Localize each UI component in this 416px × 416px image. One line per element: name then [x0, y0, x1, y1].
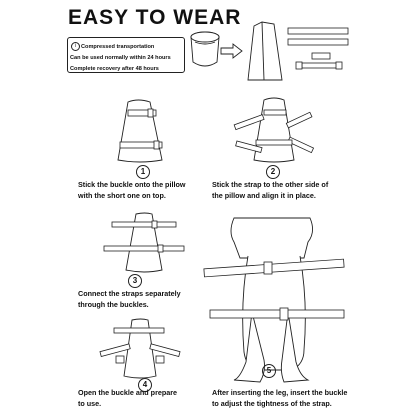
- step1-caption-line1: Stick the buckle onto the pillow: [78, 180, 186, 189]
- step-number-2: 2: [266, 165, 280, 179]
- step3-illustration: [100, 212, 190, 274]
- step3-caption-line2: through the buckles.: [78, 300, 149, 309]
- step4-caption-line1: Open the buckle and prepare: [78, 388, 178, 397]
- info-line-48h: Complete recovery after 48 hours: [70, 66, 159, 72]
- compressed-roll-illustration: [185, 28, 225, 72]
- step5-caption-line2: to adjust the tightness of the strap.: [212, 399, 332, 408]
- step5-caption-line1: After inserting the leg, insert the buckle: [212, 388, 348, 397]
- straps-illustration: [286, 26, 352, 78]
- step-number-3: 3: [128, 274, 142, 288]
- step4-illustration: [96, 318, 186, 382]
- step2-illustration: [228, 96, 318, 168]
- arrow-right-icon: [221, 44, 243, 58]
- step1-caption-line2: with the short one on top.: [78, 191, 166, 200]
- step-number-1: 1: [136, 165, 150, 179]
- step4-caption-line2: to use.: [78, 399, 102, 408]
- step3-caption-line1: Connect the straps separately: [78, 289, 181, 298]
- step2-caption-line1: Stick the strap to the other side of: [212, 180, 329, 189]
- step-number-4: 4: [138, 378, 152, 392]
- step2-caption-line2: the pillow and align it in place.: [212, 191, 316, 200]
- step1-illustration: [100, 98, 180, 164]
- info-icon: i: [71, 42, 80, 51]
- step5-illustration: [200, 212, 350, 384]
- step-number-5: 5: [262, 364, 276, 378]
- info-line-transport: Compressed transportation: [81, 44, 155, 50]
- info-line-24h: Can be used normally within 24 hours: [70, 55, 171, 61]
- page-title: EASY TO WEAR: [68, 6, 242, 29]
- pillow-illustration: [244, 20, 286, 82]
